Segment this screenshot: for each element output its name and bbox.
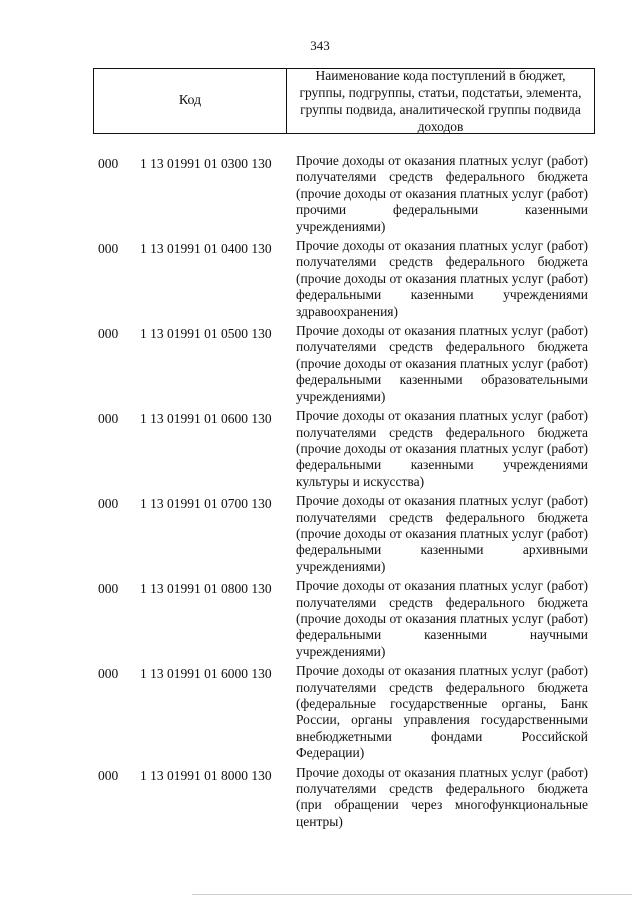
table-row [0, 152, 640, 235]
admin-code: 000 [98, 156, 119, 171]
revenue-code-list [0, 152, 640, 830]
revenue-name: Прочие доходы от оказания платных услуг (работ) получателями средств федерального бюджета (прочие доходы от оказания платных услуг (работ) федеральными казенными учреждениями здравоохранения) [296, 238, 588, 319]
table-row [0, 764, 640, 831]
admin-code: 000 [98, 666, 119, 682]
revenue-name: Прочие доходы от оказания платных услуг (работ) получателями средств федерального бюджета (федеральные государственные органы, Банк России, органы управления государственными внебюджетными фондами Российской Федерации) [296, 663, 588, 761]
header-code-label: Код [94, 69, 287, 133]
revenue-code: 1 13 01991 01 0800 130 [140, 581, 272, 597]
table-row [0, 407, 640, 490]
table-row [0, 577, 640, 660]
revenue-code: 1 13 01991 01 0300 130 [140, 156, 272, 171]
admin-code: 000 [98, 581, 119, 597]
admin-code: 000 [98, 496, 119, 512]
table-row [0, 322, 640, 405]
table-row [0, 492, 640, 575]
revenue-code: 1 13 01991 01 0700 130 [140, 496, 272, 512]
revenue-name: Прочие доходы от оказания платных услуг (работ) получателями средств федерального бюджета (прочие доходы от оказания платных услуг (работ) федеральными казенными образовательными учреждениями) [296, 323, 588, 404]
header-name-label: Наименование кода поступлений в бюджет, группы, подгруппы, статьи, подстатьи, элемента, группы подвида, аналитической группы подвида доходов [299, 68, 582, 134]
admin-code: 000 [98, 411, 119, 427]
revenue-name: Прочие доходы от оказания платных услуг (работ) получателями средств федерального бюджета (прочие доходы от оказания платных услуг (работ) прочими федеральными казенными учреждениями) [296, 153, 588, 234]
revenue-code: 1 13 01991 01 6000 130 [140, 666, 272, 682]
revenue-name: Прочие доходы от оказания платных услуг (работ) получателями средств федерального бюджета (при обращении через многофункциональные центры) [296, 764, 588, 829]
page-number: 343 [310, 38, 330, 53]
revenue-name: Прочие доходы от оказания платных услуг (работ) получателями средств федерального бюджета (прочие доходы от оказания платных услуг (работ) федеральными казенными архивными учреждениями) [296, 493, 588, 574]
revenue-name: Прочие доходы от оказания платных услуг (работ) получателями средств федерального бюджета (прочие доходы от оказания платных услуг (работ) федеральными казенными научными учреждениями) [296, 578, 588, 659]
table-row [0, 237, 640, 320]
scan-edge-line [192, 894, 632, 895]
revenue-code: 1 13 01991 01 8000 130 [140, 767, 272, 783]
table-row [0, 662, 640, 761]
revenue-name: Прочие доходы от оказания платных услуг (работ) получателями средств федерального бюджета (прочие доходы от оказания платных услуг (работ) федеральными казенными учреждениями культуры и искусства) [296, 408, 588, 489]
admin-code: 000 [98, 767, 119, 783]
revenue-code: 1 13 01991 01 0500 130 [140, 326, 272, 342]
admin-code: 000 [98, 326, 119, 342]
table-header [93, 68, 595, 134]
admin-code: 000 [98, 241, 119, 257]
revenue-code: 1 13 01991 01 0600 130 [140, 411, 272, 427]
revenue-code: 1 13 01991 01 0400 130 [140, 241, 272, 257]
